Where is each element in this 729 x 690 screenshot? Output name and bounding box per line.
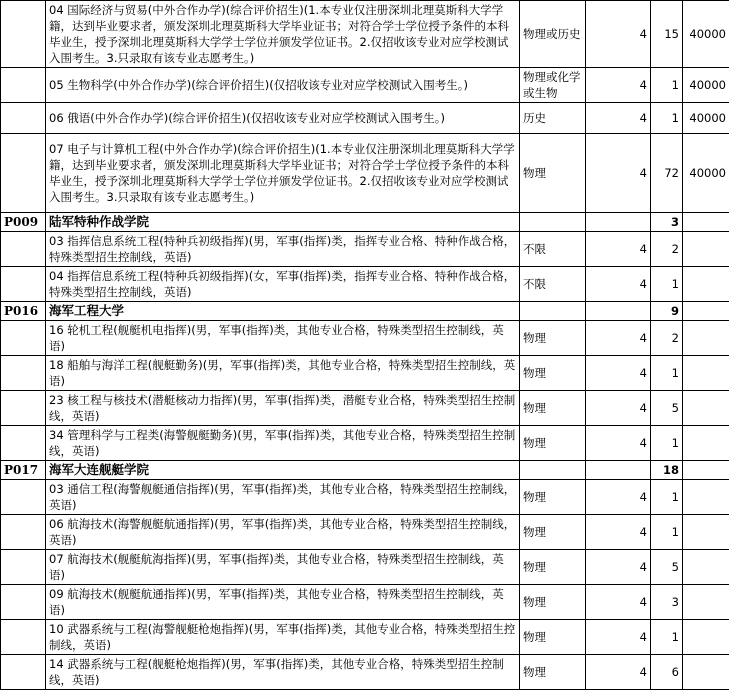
major-description: 10 武器系统与工程(海警舰艇枪炮指挥)(男，军事(指挥)类，其他专业合格，特殊类型招生控制线，英语) xyxy=(46,620,520,655)
tuition-fee xyxy=(683,550,729,585)
plan-count: 3 xyxy=(651,213,683,232)
code-cell: P016 xyxy=(1,302,46,321)
code-cell xyxy=(1,103,46,134)
subject-requirement: 物理 xyxy=(520,356,586,391)
tuition-fee: 40000 xyxy=(683,103,729,134)
plan-count: 1 xyxy=(651,356,683,391)
major-row xyxy=(1,426,729,461)
tuition-fee xyxy=(683,620,729,655)
code-cell xyxy=(1,550,46,585)
code-cell xyxy=(1,480,46,515)
plan-count: 1 xyxy=(651,515,683,550)
tuition-fee xyxy=(683,391,729,426)
major-description: 04 指挥信息系统工程(特种兵初级指挥)(女，军事(指挥)类，指挥专业合格、特种作战合格，特殊类型招生控制线，英语) xyxy=(46,267,520,302)
plan-count: 15 xyxy=(651,1,683,68)
study-years xyxy=(586,302,651,321)
subject-requirement: 物理或化学或生物 xyxy=(520,68,586,103)
subject-requirement: 物理 xyxy=(520,134,586,213)
subject-requirement: 物理 xyxy=(520,321,586,356)
subject-requirement: 物理 xyxy=(520,655,586,690)
major-row xyxy=(1,356,729,391)
major-row xyxy=(1,321,729,356)
major-description: 23 核工程与核技术(潜艇核动力指挥)(男，军事(指挥)类，潜艇专业合格，特殊类型招生控制线，英语) xyxy=(46,391,520,426)
subject-requirement xyxy=(520,213,586,232)
code-cell xyxy=(1,356,46,391)
code-cell xyxy=(1,585,46,620)
institution-row xyxy=(1,302,729,321)
code-cell xyxy=(1,134,46,213)
major-description: 07 航海技术(舰艇航海指挥)(男，军事(指挥)类，其他专业合格，特殊类型招生控制线，英语) xyxy=(46,550,520,585)
tuition-fee xyxy=(683,232,729,267)
subject-requirement: 物理或历史 xyxy=(520,1,586,68)
major-row xyxy=(1,480,729,515)
study-years: 4 xyxy=(586,480,651,515)
subject-requirement: 物理 xyxy=(520,426,586,461)
code-cell xyxy=(1,426,46,461)
tuition-fee xyxy=(683,321,729,356)
major-row xyxy=(1,391,729,426)
institution-name: 海军工程大学 xyxy=(46,302,520,321)
plan-count: 5 xyxy=(651,391,683,426)
tuition-fee xyxy=(683,426,729,461)
code-cell xyxy=(1,1,46,68)
subject-requirement: 不限 xyxy=(520,267,586,302)
study-years: 4 xyxy=(586,267,651,302)
study-years: 4 xyxy=(586,391,651,426)
study-years xyxy=(586,213,651,232)
tuition-fee: 40000 xyxy=(683,68,729,103)
study-years: 4 xyxy=(586,655,651,690)
tuition-fee xyxy=(683,302,729,321)
major-description: 06 航海技术(海警舰艇航通指挥)(男，军事(指挥)类，其他专业合格，特殊类型招生控制线，英语) xyxy=(46,515,520,550)
plan-count: 2 xyxy=(651,232,683,267)
major-description: 03 通信工程(海警舰艇通信指挥)(男，军事(指挥)类，其他专业合格，特殊类型招生控制线，英语) xyxy=(46,480,520,515)
plan-count: 3 xyxy=(651,585,683,620)
major-row xyxy=(1,267,729,302)
study-years: 4 xyxy=(586,103,651,134)
table-body xyxy=(1,1,729,690)
major-description: 07 电子与计算机工程(中外合作办学)(综合评价招生)(1.本专业仅注册深圳北理莫斯科大学学籍，达到毕业要求者，颁发深圳北理莫斯科大学毕业证书；对符合学士学位授予条件的本科毕业生，授予深圳北理莫斯科大学学士学位并颁发学位证书。2.仅招收该专业对应学校测试入围考生。3.只录取有该专业志愿考生。) xyxy=(46,134,520,213)
study-years: 4 xyxy=(586,620,651,655)
plan-count: 1 xyxy=(651,103,683,134)
major-description: 09 航海技术(舰艇航通指挥)(男，军事(指挥)类，其他专业合格，特殊类型招生控制线，英语) xyxy=(46,585,520,620)
tuition-fee xyxy=(683,480,729,515)
major-row xyxy=(1,103,729,134)
subject-requirement: 物理 xyxy=(520,391,586,426)
plan-count: 18 xyxy=(651,461,683,480)
tuition-fee xyxy=(683,515,729,550)
tuition-fee: 40000 xyxy=(683,1,729,68)
study-years xyxy=(586,461,651,480)
tuition-fee xyxy=(683,585,729,620)
major-row xyxy=(1,68,729,103)
study-years: 4 xyxy=(586,550,651,585)
major-row xyxy=(1,1,729,68)
plan-count: 1 xyxy=(651,267,683,302)
study-years: 4 xyxy=(586,68,651,103)
plan-count: 1 xyxy=(651,620,683,655)
major-description: 18 船舶与海洋工程(舰艇勤务)(男，军事(指挥)类，其他专业合格，特殊类型招生控制线，英语) xyxy=(46,356,520,391)
major-row xyxy=(1,655,729,690)
major-row xyxy=(1,232,729,267)
tuition-fee xyxy=(683,461,729,480)
plan-count: 1 xyxy=(651,426,683,461)
major-description: 04 国际经济与贸易(中外合作办学)(综合评价招生)(1.本专业仅注册深圳北理莫斯科大学学籍，达到毕业要求者，颁发深圳北理莫斯科大学毕业证书；对符合学士学位授予条件的本科毕业生，授予深圳北理莫斯科大学学士学位并颁发学位证书。2.仅招收该专业对应学校测试入围考生。3.只录取有该专业志愿考生。) xyxy=(46,1,520,68)
subject-requirement: 物理 xyxy=(520,480,586,515)
study-years: 4 xyxy=(586,356,651,391)
major-row xyxy=(1,515,729,550)
major-description: 14 武器系统与工程(舰艇枪炮指挥)(男，军事(指挥)类，其他专业合格，特殊类型招生控制线，英语) xyxy=(46,655,520,690)
major-row xyxy=(1,620,729,655)
tuition-fee: 40000 xyxy=(683,134,729,213)
plan-count: 5 xyxy=(651,550,683,585)
code-cell xyxy=(1,620,46,655)
subject-requirement: 历史 xyxy=(520,103,586,134)
subject-requirement xyxy=(520,302,586,321)
code-cell xyxy=(1,267,46,302)
major-row xyxy=(1,550,729,585)
study-years: 4 xyxy=(586,1,651,68)
major-row xyxy=(1,134,729,213)
institution-name: 海军大连舰艇学院 xyxy=(46,461,520,480)
plan-count: 72 xyxy=(651,134,683,213)
code-cell xyxy=(1,655,46,690)
subject-requirement: 不限 xyxy=(520,232,586,267)
plan-count: 9 xyxy=(651,302,683,321)
study-years: 4 xyxy=(586,232,651,267)
code-cell xyxy=(1,68,46,103)
major-description: 16 轮机工程(舰艇机电指挥)(男，军事(指挥)类，其他专业合格，特殊类型招生控制线，英语) xyxy=(46,321,520,356)
plan-count: 2 xyxy=(651,321,683,356)
major-row xyxy=(1,585,729,620)
subject-requirement: 物理 xyxy=(520,585,586,620)
tuition-fee xyxy=(683,356,729,391)
tuition-fee xyxy=(683,267,729,302)
code-cell: P009 xyxy=(1,213,46,232)
subject-requirement: 物理 xyxy=(520,550,586,585)
code-cell: P017 xyxy=(1,461,46,480)
tuition-fee xyxy=(683,655,729,690)
major-description: 05 生物科学(中外合作办学)(综合评价招生)(仅招收该专业对应学校测试入围考生。) xyxy=(46,68,520,103)
study-years: 4 xyxy=(586,585,651,620)
code-cell xyxy=(1,232,46,267)
plan-count: 1 xyxy=(651,480,683,515)
study-years: 4 xyxy=(586,134,651,213)
plan-count: 1 xyxy=(651,68,683,103)
institution-name: 陆军特种作战学院 xyxy=(46,213,520,232)
code-cell xyxy=(1,321,46,356)
major-description: 34 管理科学与工程类(海警舰艇勤务)(男，军事(指挥)类，其他专业合格，特殊类型招生控制线，英语) xyxy=(46,426,520,461)
plan-count: 6 xyxy=(651,655,683,690)
institution-row xyxy=(1,213,729,232)
code-cell xyxy=(1,391,46,426)
subject-requirement xyxy=(520,461,586,480)
subject-requirement: 物理 xyxy=(520,620,586,655)
subject-requirement: 物理 xyxy=(520,515,586,550)
institution-row xyxy=(1,461,729,480)
code-cell xyxy=(1,515,46,550)
study-years: 4 xyxy=(586,426,651,461)
major-description: 06 俄语(中外合作办学)(综合评价招生)(仅招收该专业对应学校测试入围考生。) xyxy=(46,103,520,134)
major-description: 03 指挥信息系统工程(特种兵初级指挥)(男，军事(指挥)类，指挥专业合格、特种作战合格，特殊类型招生控制线，英语) xyxy=(46,232,520,267)
study-years: 4 xyxy=(586,515,651,550)
tuition-fee xyxy=(683,213,729,232)
study-years: 4 xyxy=(586,321,651,356)
